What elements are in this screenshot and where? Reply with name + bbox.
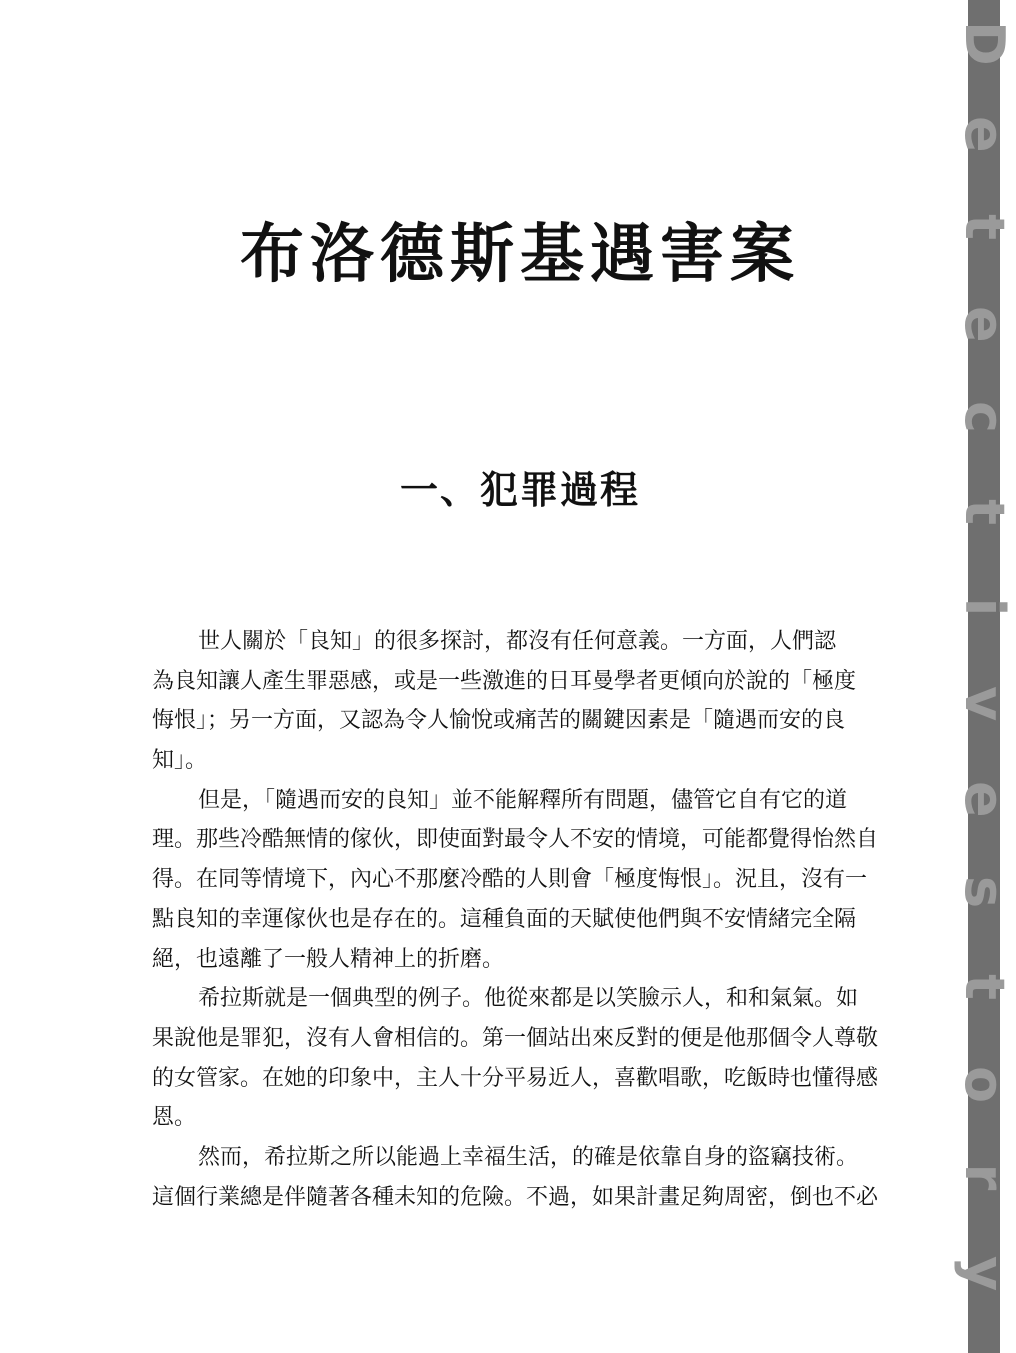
side-band-letter: r bbox=[953, 1163, 1016, 1191]
side-band-letter: t bbox=[953, 499, 1016, 525]
section-title: 一、犯罪過程 bbox=[399, 467, 640, 512]
side-band-letter: D bbox=[953, 21, 1016, 66]
side-band-letter: i bbox=[953, 597, 1016, 617]
text-line: 果說他是罪犯，沒有人會相信的。第一個站出來反對的便是他那個令人尊敬 bbox=[152, 1025, 879, 1051]
text-line: 的女管家。在她的印象中，主人十分平易近人，喜歡唱歌，吃飯時也懂得感 bbox=[152, 1065, 879, 1091]
side-band-letter: t bbox=[953, 214, 1016, 240]
side-band-letter: t bbox=[953, 974, 1016, 1000]
text-line: 世人關於「良知」的很多探討，都沒有任何意義。一方面，人們認 bbox=[198, 629, 837, 654]
text-line: 得。在同等情境下，內心不那麼冷酷的人則會「極度悔恨」。況且，沒有一 bbox=[152, 867, 868, 893]
text-line: 為良知讓人產生罪惡感，或是一些激進的日耳曼學者更傾向於說的「極度 bbox=[152, 668, 857, 694]
side-band-letter: e bbox=[953, 781, 1016, 818]
body-text bbox=[152, 626, 888, 1221]
text-line: 恩。 bbox=[152, 1105, 197, 1131]
chapter-title: 布洛德斯基遇害案 bbox=[240, 217, 800, 292]
text-line: 悔恨」；另一方面，又認為令人愉悅或痛苦的關鍵因素是「隨遇而安的良 bbox=[152, 708, 846, 734]
side-band-letter: y bbox=[953, 1256, 1016, 1292]
text-line: 然而，希拉斯之所以能過上幸福生活，的確是依靠自身的盜竊技術。 bbox=[198, 1144, 859, 1170]
side-band-letter: o bbox=[953, 1066, 1016, 1104]
side-band-letter: c bbox=[953, 401, 1016, 434]
text-line: 但是，「隨遇而安的良知」並不能解釋所有問題，儘管它自有它的道 bbox=[198, 787, 848, 813]
text-line: 理。那些冷酷無情的傢伙，即使面對最令人不安的情境，可能都覺得怡然自 bbox=[152, 827, 879, 853]
side-band-letter: e bbox=[953, 116, 1016, 153]
text-line: 知」。 bbox=[152, 748, 208, 774]
side-band-letter: s bbox=[953, 876, 1016, 909]
side-band-letter: e bbox=[953, 306, 1016, 343]
text-line: 點良知的幸運傢伙也是存在的。這種負面的天賦使他們與不安情緒完全隔 bbox=[152, 906, 857, 932]
text-line: 絕，也遠離了一般人精神上的折磨。 bbox=[152, 946, 505, 972]
side-band-letter: v bbox=[953, 686, 1016, 722]
side-decorative-band bbox=[953, 0, 1016, 1353]
text-line: 這個行業總是伴隨著各種未知的危險。不過，如果計畫足夠周密，倒也不必 bbox=[152, 1184, 879, 1210]
text-line: 希拉斯就是一個典型的例子。他從來都是以笑臉示人，和和氣氣。如 bbox=[198, 986, 859, 1012]
